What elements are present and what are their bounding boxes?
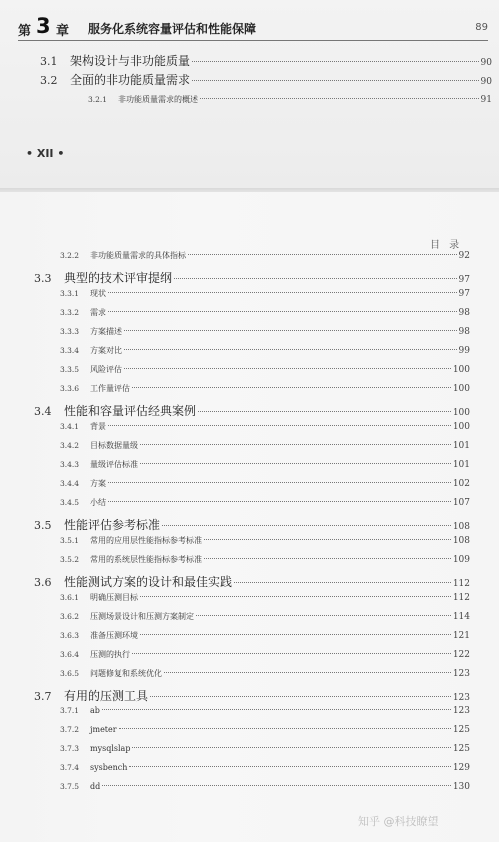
leader-dots	[132, 653, 451, 654]
toc-entry-page: 102	[452, 479, 470, 489]
toc-entry	[60, 307, 470, 323]
toc-entry-page: 91	[480, 95, 492, 105]
toc-entry-number: 3.5	[34, 519, 52, 532]
toc-entry-page: 129	[452, 763, 470, 773]
toc-entry-number: 3.3	[34, 272, 52, 285]
toc-entry	[60, 459, 470, 475]
toc-entry-number: 3.3.5	[60, 365, 80, 374]
toc-entry	[60, 250, 470, 266]
toc-entry	[60, 649, 470, 665]
leader-dots	[124, 330, 457, 331]
toc-entry-page: 130	[452, 782, 470, 792]
toc-entry-number: 3.3.4	[60, 346, 80, 355]
previous-page	[0, 0, 499, 192]
toc-entry	[60, 326, 470, 342]
toc-entry-number: 3.3.6	[60, 384, 80, 393]
toc-entry	[60, 592, 470, 608]
toc-entry-label: 小结	[90, 498, 106, 507]
toc-entry-label: mysqlslap	[90, 744, 131, 753]
toc-entry-label: 非功能质量需求的概述	[118, 95, 198, 104]
toc-entry-number: 3.1	[40, 55, 58, 68]
toc-entry	[60, 440, 470, 456]
toc-entry-page: 123	[452, 693, 470, 703]
toc-entry-page: 108	[452, 522, 470, 532]
leader-dots	[102, 785, 451, 786]
chapter-title: 服务化系统容量评估和性能保障	[88, 22, 257, 36]
toc-entry-label: 常用的系统层性能指标参考标准	[90, 555, 202, 564]
toc-entry-label: 有用的压测工具	[64, 689, 149, 703]
watermark: 知乎 @科技瞭望	[358, 815, 439, 828]
toc-entry-page: 109	[452, 555, 470, 565]
toc-entry	[34, 573, 470, 589]
toc-entry	[60, 630, 470, 646]
leader-dots	[164, 672, 451, 673]
toc-entry	[34, 269, 470, 285]
toc-entry	[60, 497, 470, 513]
leader-dots	[132, 387, 451, 388]
toc-entry-page: 100	[452, 384, 470, 394]
toc-entry-label: 需求	[90, 308, 106, 317]
toc-entry	[60, 554, 470, 570]
toc-entry	[34, 516, 470, 532]
chapter-prefix: 第	[18, 24, 32, 39]
toc-entry-label: 典型的技术评审提纲	[64, 271, 173, 285]
toc-entry-label: 常用的应用层性能指标参考标准	[90, 536, 202, 545]
toc-entry-page: 123	[452, 706, 470, 716]
toc-entry-page: 121	[452, 631, 470, 641]
toc-entry-page: 108	[452, 536, 470, 546]
toc-entry-page: 122	[452, 650, 470, 660]
toc-entry-label: 非功能质量需求的具体指标	[90, 251, 186, 260]
toc-entry-page: 90	[480, 58, 492, 68]
leader-dots	[140, 634, 451, 635]
leader-dots	[198, 411, 451, 412]
toc-entry-page: 112	[452, 579, 470, 589]
toc-entry	[60, 706, 470, 722]
leader-dots	[119, 728, 451, 729]
toc-entry-label: 方案	[90, 479, 106, 488]
toc-entry	[40, 52, 492, 68]
toc-entry-label: 架构设计与非功能质量	[70, 54, 191, 68]
toc-entry-label: 性能评估参考标准	[64, 518, 161, 532]
toc-entry	[60, 668, 470, 684]
leader-dots	[188, 254, 457, 255]
toc-entry	[60, 383, 470, 399]
toc-entry-label: 目标数据量级	[90, 441, 138, 450]
toc-entry-page: 100	[452, 365, 470, 375]
toc-entry-page: 92	[458, 251, 470, 261]
toc-entry-page: 101	[452, 441, 470, 451]
leader-dots	[150, 696, 451, 697]
toc-entry-page: 125	[452, 725, 470, 735]
toc-entry-label: 背景	[90, 422, 106, 431]
toc-entry-label: jmeter	[90, 725, 117, 734]
toc-entry-label: 方案对比	[90, 346, 122, 355]
leader-dots	[108, 292, 457, 293]
leader-dots	[129, 766, 450, 767]
toc-entry-number: 3.2.2	[60, 251, 80, 260]
toc-title: 目 录	[430, 240, 463, 251]
toc-entry-number: 3.4.3	[60, 460, 80, 469]
toc-entry-label: 准备压测环境	[90, 631, 138, 640]
leader-dots	[108, 501, 451, 502]
toc-entry-number: 3.7	[34, 690, 52, 703]
toc-entry	[60, 763, 470, 779]
toc-entry-page: 97	[458, 289, 470, 299]
folio-page-number: • XII •	[26, 147, 65, 160]
toc-entry-number: 3.7.1	[60, 706, 80, 715]
toc-entry-page: 123	[452, 669, 470, 679]
toc-entry	[34, 687, 470, 703]
toc-entry-page: 100	[452, 422, 470, 432]
toc-entry	[34, 402, 470, 418]
toc-entry-label: 压测的执行	[90, 650, 130, 659]
toc-entry	[60, 345, 470, 361]
leader-dots	[140, 444, 451, 445]
leader-dots	[192, 80, 479, 81]
toc-entry-label: 量级评估标准	[90, 460, 138, 469]
leader-dots	[204, 558, 451, 559]
toc-entry-label: 风险评估	[90, 365, 122, 374]
chapter-suffix: 章	[56, 24, 70, 39]
toc-entry-page: 99	[458, 346, 470, 356]
leader-dots	[200, 98, 479, 99]
toc-entry-number: 3.7.4	[60, 763, 80, 772]
chapter-header	[18, 14, 488, 41]
toc-entry-page: 100	[452, 408, 470, 418]
toc-entry-label: 性能测试方案的设计和最佳实践	[64, 575, 233, 589]
toc-entry-label: 方案描述	[90, 327, 122, 336]
leader-dots	[204, 539, 451, 540]
leader-dots	[132, 747, 450, 748]
toc-entry	[60, 478, 470, 494]
toc-entry-page: 125	[452, 744, 470, 754]
leader-dots	[108, 311, 457, 312]
leader-dots	[108, 425, 451, 426]
toc-entry-number: 3.4.1	[60, 422, 80, 431]
toc-entry	[60, 611, 470, 627]
toc-entry-number: 3.4	[34, 405, 52, 418]
toc-entry-number: 3.2	[40, 74, 58, 87]
toc-entry	[60, 782, 470, 798]
toc-entry-page: 98	[458, 327, 470, 337]
leader-dots	[234, 582, 451, 583]
toc-entry-number: 3.6.4	[60, 650, 80, 659]
leader-dots	[140, 596, 451, 597]
toc-entry-page: 112	[452, 593, 470, 603]
leader-dots	[124, 368, 451, 369]
toc-entry-page: 114	[452, 612, 470, 622]
toc-entry-number: 3.4.2	[60, 441, 80, 450]
toc-entry-label: 现状	[90, 289, 106, 298]
toc-entry-label: 工作量评估	[90, 384, 130, 393]
toc-entry-number: 3.5.1	[60, 536, 80, 545]
toc-entry-number: 3.5.2	[60, 555, 80, 564]
toc-entry-label: 问题修复和系统优化	[90, 669, 162, 678]
toc-entry-page: 97	[458, 275, 470, 285]
chapter-page-number: 89	[475, 22, 488, 33]
toc-entry-page: 107	[452, 498, 470, 508]
leader-dots	[192, 61, 479, 62]
toc-entry-label: dd	[90, 782, 101, 791]
toc-entry-label: ab	[90, 706, 100, 715]
toc-entry-number: 3.3.3	[60, 327, 80, 336]
leader-dots	[140, 463, 451, 464]
leader-dots	[196, 615, 451, 616]
toc-entry-label: 明确压测目标	[90, 593, 138, 602]
toc-entry-number: 3.3.1	[60, 289, 80, 298]
leader-dots	[102, 709, 451, 710]
leader-dots	[124, 349, 457, 350]
toc-entry	[60, 421, 470, 437]
toc-entry-label: 性能和容量评估经典案例	[64, 404, 197, 418]
toc-entry-number: 3.4.4	[60, 479, 80, 488]
toc-entry-page: 98	[458, 308, 470, 318]
toc-entry-number: 3.3.2	[60, 308, 80, 317]
toc-entry-number: 3.7.3	[60, 744, 80, 753]
toc-entry	[60, 744, 470, 760]
leader-dots	[174, 278, 457, 279]
toc-entry-number: 3.2.1	[88, 95, 108, 104]
toc-entry-number: 3.4.5	[60, 498, 80, 507]
toc-entry-number: 3.6	[34, 576, 52, 589]
toc-entry	[60, 288, 470, 304]
toc-entry-number: 3.6.5	[60, 669, 80, 678]
toc-entry-label: sysbench	[90, 763, 128, 772]
leader-dots	[108, 482, 451, 483]
toc-entry	[60, 364, 470, 380]
toc-entry	[88, 94, 492, 110]
toc-entry	[60, 725, 470, 741]
toc-entry	[60, 535, 470, 551]
toc-entry-page: 101	[452, 460, 470, 470]
chapter-number: 3	[36, 14, 51, 38]
leader-dots	[162, 525, 451, 526]
toc-entry-page: 90	[480, 77, 492, 87]
toc-entry	[40, 71, 492, 87]
toc-entry-number: 3.6.1	[60, 593, 80, 602]
toc-entry-label: 全面的非功能质量需求	[70, 73, 191, 87]
toc-entry-number: 3.7.5	[60, 782, 80, 791]
toc-entry-label: 压测场景设计和压测方案制定	[90, 612, 194, 621]
toc-entry-number: 3.6.2	[60, 612, 80, 621]
toc-entry-number: 3.6.3	[60, 631, 80, 640]
toc-entry-number: 3.7.2	[60, 725, 80, 734]
